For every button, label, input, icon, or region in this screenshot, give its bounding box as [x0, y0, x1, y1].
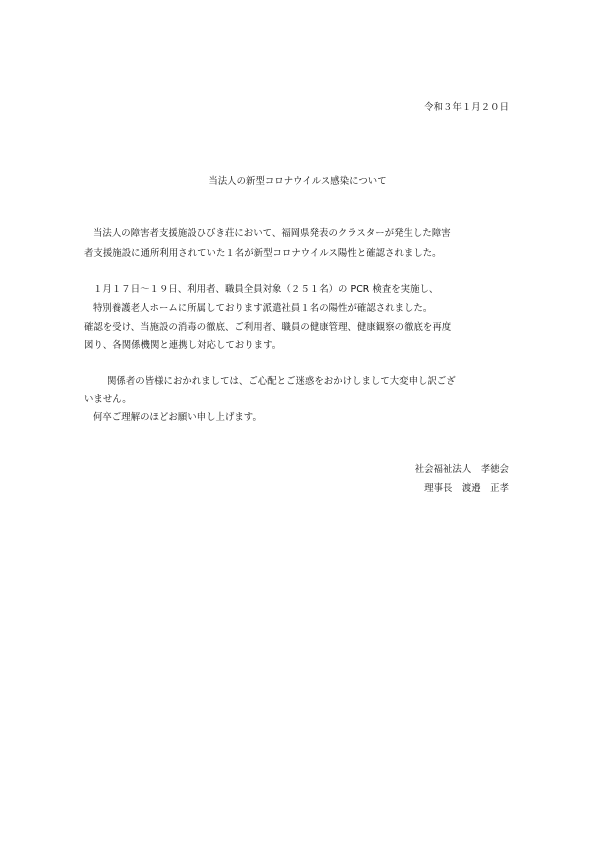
- paragraph-1-line-1: 当法人の障害者支援施設ひびき荘において、福岡県発表のクラスターが発生した障害: [93, 228, 451, 239]
- paragraph-2-line-3: 確認を受け、当施設の消毒の徹底、ご利用者、職員の健康管理、健康観察の徹底を再度: [84, 322, 452, 333]
- organization-name: 社会福祉法人 孝徳会: [414, 464, 509, 475]
- paragraph-2-line-4: 図り、各関係機関と連携し対応しております。: [84, 340, 282, 351]
- paragraph-3-line-1: 関係者の皆様におかれましては、ご心配とご迷惑をおかけしまして大変申し訳ござ: [107, 376, 456, 387]
- paragraph-3-line-3: 何卒ご理解のほどお願い申し上げます。: [93, 412, 262, 423]
- paragraph-3-line-2: いません。: [84, 394, 132, 405]
- representative-name: 理事長 渡邉 正孝: [424, 483, 509, 494]
- document-title: 当法人の新型コロナウイルス感染について: [208, 176, 387, 187]
- paragraph-2-line-2: 特別養護老人ホームに所属しております派遣社員１名の陽性が確認されました。: [93, 303, 433, 314]
- paragraph-1-line-2: 者支援施設に通所利用されていた１名が新型コロナウイルス陽性と確認されました。: [84, 248, 442, 259]
- document-date: 令和３年１月２０日: [424, 102, 509, 113]
- paragraph-2-line-1: １月１７日～１９日、利用者、職員全員対象（２５１名）の PCR 検査を実施し、: [93, 284, 439, 295]
